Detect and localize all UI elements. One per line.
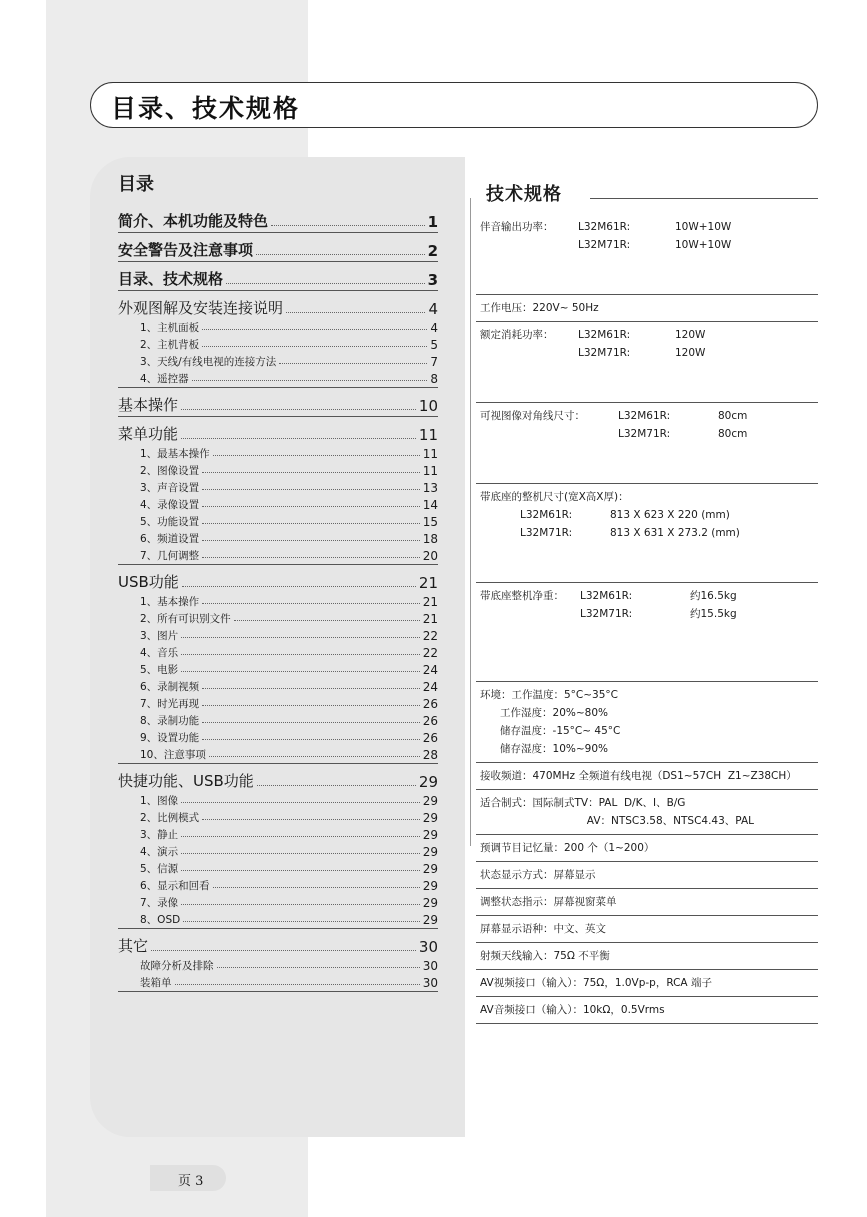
toc-separator — [118, 991, 438, 992]
spec-text: 接收频道：470MHz 全频道有线电视（DS1~57CH Z1~Z38CH） — [480, 770, 797, 782]
toc-leader-dots — [213, 455, 420, 456]
toc-entry — [118, 711, 438, 728]
toc-entry — [118, 643, 438, 660]
spec-text: 10W+10W — [675, 239, 732, 251]
toc-leader-dots — [202, 705, 420, 706]
toc-leader-dots — [175, 984, 420, 985]
spec-text: 状态显示方式：屏幕显示 — [480, 869, 596, 881]
spec-line — [480, 893, 818, 911]
toc-entry-label: USB功能 — [118, 573, 179, 591]
toc-leader-dots — [181, 671, 420, 672]
toc-entry-label: 5、功能设置 — [140, 516, 200, 528]
toc-entry-label: 4、遥控器 — [140, 373, 189, 385]
toc-leader-dots — [181, 637, 420, 638]
toc-entry-label: 4、演示 — [140, 846, 179, 858]
toc-entry — [118, 842, 438, 859]
spec-text: 调整状态指示：屏幕视窗菜单 — [480, 896, 617, 908]
toc-entry-page: 13 — [422, 481, 438, 495]
spec-line — [480, 605, 818, 623]
toc-entry — [118, 529, 438, 546]
toc-entry-label: 4、录像设置 — [140, 499, 200, 511]
toc-entry — [118, 369, 438, 386]
toc-entry-page: 24 — [422, 680, 438, 694]
toc-entry-page: 8 — [430, 372, 438, 386]
spec-text: 工作湿度：20%~80% — [480, 707, 608, 719]
spec-text: L32M61R: — [578, 329, 631, 341]
toc-entry-label: 6、频道设置 — [140, 533, 200, 545]
spec-block — [476, 295, 818, 322]
toc-entry — [118, 495, 438, 512]
spec-text: 813 X 623 X 220 (mm) — [610, 509, 730, 521]
toc-entry-page: 30 — [422, 959, 438, 973]
toc-leader-dots — [181, 654, 420, 655]
toc-entry — [118, 546, 438, 563]
page-number-tab — [150, 1165, 226, 1191]
spec-text: 带底座整机净重： — [480, 590, 564, 602]
toc-entry — [118, 808, 438, 825]
spec-line — [480, 299, 818, 317]
toc-entry-page: 14 — [422, 498, 438, 512]
toc-entry-label: 4、音乐 — [140, 647, 179, 659]
toc-leader-dots — [202, 739, 420, 740]
toc-leader-dots — [202, 722, 420, 723]
spec-line — [480, 794, 818, 812]
toc-entry-label: 3、声音设置 — [140, 482, 200, 494]
spec-line — [480, 866, 818, 884]
spec-line — [480, 812, 818, 830]
toc-separator — [118, 232, 438, 233]
toc-entry-label: 2、所有可识别文件 — [140, 613, 231, 625]
toc-entry — [118, 207, 438, 231]
toc-separator — [118, 416, 438, 417]
toc-entry-page: 26 — [422, 714, 438, 728]
toc-entry-label: 1、基本操作 — [140, 596, 200, 608]
toc-entry-label: 3、天线/有线电视的连接方法 — [140, 356, 277, 368]
toc-entry — [118, 694, 438, 711]
toc-leader-dots — [226, 283, 425, 284]
toc-entry-label: 10、注意事项 — [140, 749, 206, 761]
toc-entry-page: 7 — [430, 355, 438, 369]
spec-text: 环境：工作温度：5°C~35°C — [480, 689, 619, 701]
toc-leader-dots — [202, 472, 420, 473]
toc-entry-page: 11 — [422, 464, 438, 478]
spec-text: 屏幕显示语种：中文、英文 — [480, 923, 606, 935]
toc-leader-dots — [213, 887, 420, 888]
spec-text: L32M71R: — [578, 347, 631, 359]
toc-entry-label: 3、图片 — [140, 630, 179, 642]
toc-entry-label: 基本操作 — [118, 396, 179, 414]
toc-leader-dots — [202, 523, 420, 524]
spec-text: 适合制式：国际制式TV：PAL D/K、I、B/G — [480, 797, 686, 809]
toc-entry — [118, 391, 438, 415]
toc-entry — [118, 478, 438, 495]
spec-block — [476, 970, 818, 997]
spec-text: L32M61R: — [618, 410, 671, 422]
spec-text: 120W — [675, 347, 706, 359]
toc-entry-label: 其它 — [118, 937, 149, 955]
toc-leader-dots — [256, 254, 425, 255]
spec-block — [476, 943, 818, 970]
spec-block — [476, 682, 818, 763]
toc-leader-dots — [181, 853, 420, 854]
spec-line — [480, 326, 818, 344]
spec-block — [476, 916, 818, 943]
toc-entry-page: 11 — [422, 447, 438, 461]
spec-text: 10W+10W — [675, 221, 732, 233]
spec-text: 813 X 631 X 273.2 (mm) — [610, 527, 740, 539]
toc-entry-label: 3、静止 — [140, 829, 179, 841]
spec-line — [480, 407, 818, 425]
spec-text: 80cm — [718, 428, 748, 440]
toc-entry-page: 30 — [422, 976, 438, 990]
toc-entry-page: 22 — [422, 646, 438, 660]
toc-entry-label: 快捷功能、USB功能 — [118, 772, 254, 790]
toc-entry — [118, 318, 438, 335]
toc-entry-label: 7、几何调整 — [140, 550, 200, 562]
toc-entry-label: 装箱单 — [140, 977, 172, 989]
spec-line — [480, 236, 818, 254]
spec-line — [480, 686, 818, 704]
spec-text: L32M61R: — [520, 509, 573, 521]
spec-block — [476, 322, 818, 403]
toc-leader-dots — [286, 312, 425, 313]
toc-entry-label: 简介、本机功能及特色 — [118, 212, 269, 230]
spec-text: L32M61R: — [580, 590, 633, 602]
spec-line — [480, 425, 818, 443]
toc-separator — [118, 564, 438, 565]
spec-block — [476, 790, 818, 835]
toc-separator — [118, 763, 438, 764]
toc-entry — [118, 677, 438, 694]
toc-leader-dots — [217, 967, 420, 968]
toc-entry — [118, 592, 438, 609]
spec-line — [480, 974, 818, 992]
toc-entry-label: 1、主机面板 — [140, 322, 200, 334]
toc-entry-label: 5、信源 — [140, 863, 179, 875]
toc-entry-label: 故障分析及排除 — [140, 960, 214, 972]
toc-entry — [118, 745, 438, 762]
toc-entry — [118, 859, 438, 876]
toc-separator — [118, 290, 438, 291]
toc-entry-page: 15 — [422, 515, 438, 529]
toc-entry-page: 21 — [418, 574, 438, 592]
toc-entry-label: 目录、技术规格 — [118, 270, 224, 288]
toc-leader-dots — [181, 904, 420, 905]
toc-entry — [118, 728, 438, 745]
spec-text: L32M71R: — [520, 527, 573, 539]
toc-entry-page: 18 — [422, 532, 438, 546]
page-title: 目录、技术规格 — [111, 94, 301, 123]
toc-leader-dots — [181, 870, 420, 871]
toc-leader-dots — [192, 380, 428, 381]
spec-line — [480, 506, 818, 524]
toc-entry — [118, 609, 438, 626]
toc-leader-dots — [209, 756, 420, 757]
toc-leader-dots — [181, 802, 420, 803]
toc-entry — [118, 461, 438, 478]
spec-line — [480, 587, 818, 605]
title-banner — [90, 82, 818, 128]
spec-line — [480, 839, 818, 857]
page-number: 页 3 — [178, 1174, 204, 1189]
spec-block — [476, 484, 818, 583]
toc-leader-dots — [181, 438, 416, 439]
toc-leader-dots — [202, 688, 420, 689]
toc-entry-page: 20 — [422, 549, 438, 563]
toc-entry — [118, 444, 438, 461]
spec-line — [480, 524, 818, 542]
spec-text: 射频天线输入：75Ω 不平衡 — [480, 950, 610, 962]
spec-text: AV：NTSC3.58、NTSC4.43、PAL — [480, 815, 754, 827]
toc-entry — [118, 568, 438, 592]
spec-block — [476, 763, 818, 790]
toc-entry-page: 3 — [427, 271, 438, 289]
toc-leader-dots — [202, 540, 420, 541]
toc-separator — [118, 387, 438, 388]
spec-text: AV视频接口（输入）：75Ω，1.0Vp-p，RCA 端子 — [480, 977, 712, 989]
spec-line — [480, 218, 818, 236]
toc-entry-page: 22 — [422, 629, 438, 643]
spec-block — [476, 889, 818, 916]
toc-entry-page: 29 — [422, 862, 438, 876]
toc-entry-page: 30 — [418, 938, 438, 956]
toc-separator — [118, 928, 438, 929]
spec-text: L32M71R: — [618, 428, 671, 440]
spec-text: 额定消耗功率： — [480, 329, 554, 341]
toc-entry — [118, 893, 438, 910]
toc-entry — [118, 956, 438, 973]
spec-line — [480, 344, 818, 362]
toc-separator — [118, 261, 438, 262]
toc-entry-label: 9、设置功能 — [140, 732, 200, 744]
toc-entry-label: 外观图解及安装连接说明 — [118, 299, 284, 317]
toc-entry-label: 2、图像设置 — [140, 465, 200, 477]
toc-entry — [118, 420, 438, 444]
toc-entry-page: 1 — [427, 213, 438, 231]
toc-leader-dots — [182, 586, 416, 587]
toc-entry-page: 29 — [422, 828, 438, 842]
spec-text: 预调节目记忆量：200 个（1~200） — [480, 842, 655, 854]
toc-entry-page: 29 — [422, 794, 438, 808]
toc-entry-page: 21 — [422, 612, 438, 626]
spec-text: 120W — [675, 329, 706, 341]
spec-text: 带底座的整机尺寸(宽X高X厚)： — [480, 491, 629, 503]
spec-text: 约15.5kg — [690, 608, 737, 620]
spec-block — [476, 835, 818, 862]
toc-entry-label: 菜单功能 — [118, 425, 179, 443]
toc-entry-page: 29 — [418, 773, 438, 791]
spec-block — [476, 862, 818, 889]
toc-entry — [118, 265, 438, 289]
toc-entry-page: 10 — [418, 397, 438, 415]
toc-leader-dots — [202, 506, 420, 507]
spec-text: 储存温度：-15°C~ 45°C — [480, 725, 621, 737]
toc-entry-label: 5、电影 — [140, 664, 179, 676]
toc-entry — [118, 236, 438, 260]
toc-entry — [118, 910, 438, 927]
toc-entry-page: 28 — [422, 748, 438, 762]
spec-text: L32M71R: — [580, 608, 633, 620]
toc-entry-page: 29 — [422, 913, 438, 927]
toc-entry-label: 安全警告及注意事项 — [118, 241, 254, 259]
toc-entry-page: 2 — [427, 242, 438, 260]
spec-text: 工作电压：220V~ 50Hz — [480, 302, 599, 314]
spec-text: 约16.5kg — [690, 590, 737, 602]
toc-entry-page: 5 — [430, 338, 438, 352]
toc-entry — [118, 626, 438, 643]
toc-entry — [118, 294, 438, 318]
toc-entry-page: 4 — [430, 321, 438, 335]
toc-entry-page: 29 — [422, 845, 438, 859]
toc-entry-page: 21 — [422, 595, 438, 609]
toc-entry-label: 8、OSD — [140, 914, 181, 926]
toc-leader-dots — [202, 603, 420, 604]
spec-block — [476, 403, 818, 484]
toc-leader-dots — [183, 921, 420, 922]
toc-entry-label: 2、比例模式 — [140, 812, 200, 824]
spec-line — [480, 722, 818, 740]
spec-line — [480, 488, 818, 506]
spec-line — [480, 947, 818, 965]
spec-text: 伴音输出功率： — [480, 221, 554, 233]
toc-entry — [118, 932, 438, 956]
spec-text: 储存湿度：10%~90% — [480, 743, 608, 755]
toc-entry-label: 7、时光再现 — [140, 698, 200, 710]
spec-text: AV音频接口（输入）：10kΩ，0.5Vrms — [480, 1004, 665, 1016]
spec-text: L32M61R: — [578, 221, 631, 233]
toc-entry — [118, 352, 438, 369]
toc-entry — [118, 660, 438, 677]
toc-entry-label: 6、显示和回看 — [140, 880, 210, 892]
toc-leader-dots — [202, 819, 420, 820]
toc-entry-page: 29 — [422, 811, 438, 825]
toc-entry-label: 8、录制功能 — [140, 715, 200, 727]
toc-entry — [118, 335, 438, 352]
toc-entry-page: 26 — [422, 731, 438, 745]
toc-entry — [118, 791, 438, 808]
toc-entry-page: 29 — [422, 879, 438, 893]
toc-leader-dots — [279, 363, 427, 364]
spec-line — [480, 704, 818, 722]
spec-heading: 技术规格 — [486, 184, 562, 205]
spec-line — [480, 920, 818, 938]
spec-block — [476, 997, 818, 1024]
spec-text: 80cm — [718, 410, 748, 422]
spec-list — [476, 214, 818, 1024]
toc-heading: 目录 — [118, 174, 154, 195]
toc-entry — [118, 512, 438, 529]
toc-entry-page: 26 — [422, 697, 438, 711]
toc-entry-page: 29 — [422, 896, 438, 910]
toc-entry-page: 24 — [422, 663, 438, 677]
toc-entry — [118, 876, 438, 893]
toc-entry — [118, 825, 438, 842]
toc-leader-dots — [257, 785, 416, 786]
spec-line — [480, 740, 818, 758]
toc-entry — [118, 767, 438, 791]
toc-entry-label: 7、录像 — [140, 897, 179, 909]
toc-leader-dots — [181, 836, 420, 837]
spec-text: L32M71R: — [578, 239, 631, 251]
spec-block — [476, 214, 818, 295]
toc-entry-label: 1、图像 — [140, 795, 179, 807]
toc-entry-label: 6、录制视频 — [140, 681, 200, 693]
toc-entry-label: 1、最基本操作 — [140, 448, 210, 460]
toc-leader-dots — [271, 225, 425, 226]
toc-leader-dots — [202, 346, 427, 347]
toc-leader-dots — [202, 489, 420, 490]
toc-entry-page: 11 — [418, 426, 438, 444]
spec-line — [480, 767, 818, 785]
spec-block — [476, 583, 818, 682]
toc-entry-label: 2、主机背板 — [140, 339, 200, 351]
spec-text: 可视图像对角线尺寸： — [480, 410, 585, 422]
toc-leader-dots — [202, 557, 420, 558]
toc-leader-dots — [151, 950, 416, 951]
table-of-contents — [118, 205, 438, 995]
toc-leader-dots — [234, 620, 420, 621]
toc-leader-dots — [202, 329, 427, 330]
toc-entry-page: 4 — [428, 300, 438, 318]
toc-entry — [118, 973, 438, 990]
toc-leader-dots — [181, 409, 416, 410]
spec-line — [480, 1001, 818, 1019]
